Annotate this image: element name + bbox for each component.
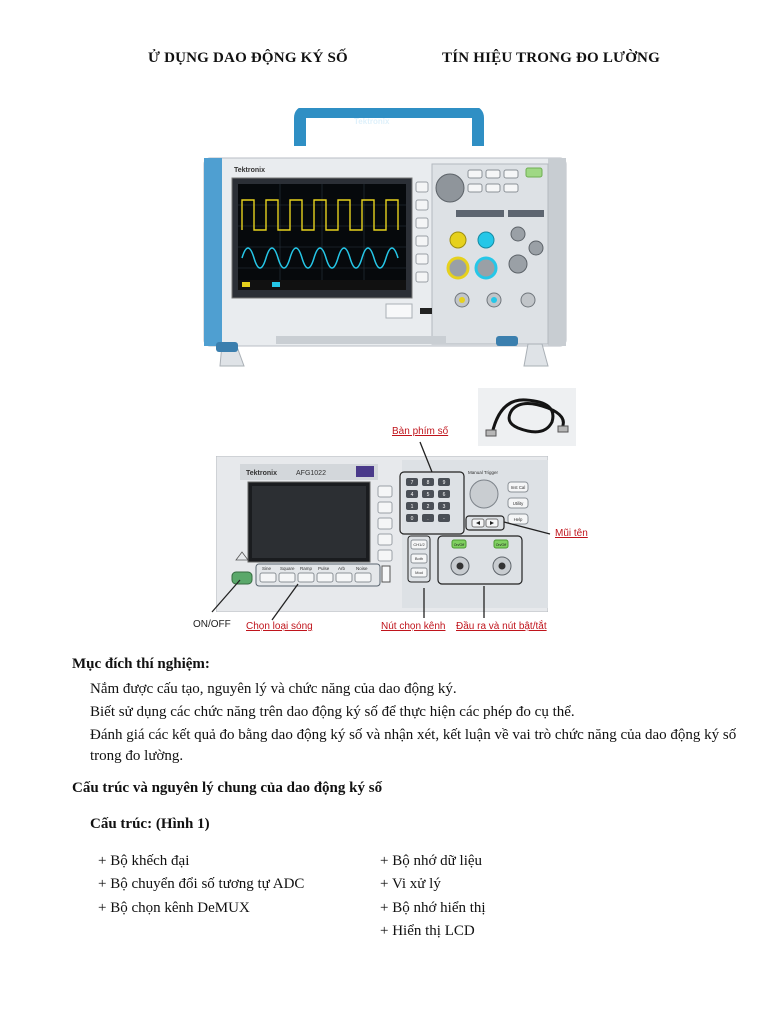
key-5: 5 xyxy=(426,492,430,498)
gen-brand: Tektronix xyxy=(246,470,277,477)
scope-brand: Tektronix xyxy=(234,167,265,174)
wave-label-sine: Sine xyxy=(262,566,272,571)
mod-label: Mod xyxy=(415,570,423,575)
purpose-item: Đánh giá các kết quả đo bằng dao động ký số và nhận xét, kết luận về vai trò chức năng của dao động ký số trong đo lường. xyxy=(90,727,737,764)
structure-heading: Cấu trúc và nguyên lý chung của dao động ký số xyxy=(72,780,383,796)
out2-onoff: On/Off xyxy=(495,543,507,547)
purpose-item: Biết sử dụng các chức năng trên dao động ký số để thực hiện các phép đo cụ thể. xyxy=(90,704,575,720)
wave-label-pulse: Pulse xyxy=(318,566,330,571)
key-4: 4 xyxy=(410,492,414,498)
structure-subheading: Cấu trúc: (Hình 1) xyxy=(90,816,210,832)
wave-label-square: Square xyxy=(280,566,295,571)
out1-onoff: On/Off xyxy=(453,543,465,547)
callout-keypad: Bàn phím số xyxy=(392,426,449,437)
both-label: Both xyxy=(414,556,424,561)
key-1: 1 xyxy=(410,504,414,510)
key-3: 3 xyxy=(442,504,446,510)
manual-trigger-label: Manual Trigger xyxy=(468,470,499,475)
callout-channel: Nút chọn kênh xyxy=(381,621,446,632)
gen-model: AFG1022 xyxy=(296,470,326,477)
structure-left-item: + Bộ chuyển đổi số tương tự ADC xyxy=(98,876,305,892)
key-0: 0 xyxy=(410,516,414,522)
wave-label-noise: Noise xyxy=(356,566,368,571)
structure-right-item: + Bộ nhớ hiển thị xyxy=(380,900,486,916)
purpose-heading: Mục đích thí nghiệm: xyxy=(72,656,210,672)
title-left: Ử DỤNG DAO ĐỘNG KÝ SỐ xyxy=(148,50,348,66)
wave-label-arb: Arb xyxy=(338,566,346,571)
callout-onoff: ON/OFF xyxy=(193,619,231,630)
key-2: 2 xyxy=(426,504,430,510)
key-7: 7 xyxy=(410,480,414,486)
help-label: Help xyxy=(513,517,523,522)
title-right: TÍN HIỆU TRONG ĐO LƯỜNG xyxy=(442,50,660,66)
key-dot: . xyxy=(427,516,429,522)
handle-brand: Tektronix xyxy=(354,117,390,126)
key-minus: - xyxy=(443,516,445,522)
purpose-item: Nắm được cấu tạo, nguyên lý và chức năng của dao động ký. xyxy=(90,681,457,697)
callout-output: Đầu ra và nút bật/tắt xyxy=(456,621,547,632)
utility-label: Utility xyxy=(512,501,524,506)
structure-right-item: + Vi xử lý xyxy=(380,876,441,892)
callout-arrows: Mũi tên xyxy=(555,528,588,539)
ch12-label: CH1/2 xyxy=(413,542,425,547)
wave-label-ramp: Ramp xyxy=(300,566,313,571)
inst-cal-label: Inst Cal xyxy=(510,485,526,490)
structure-right-item: + Bộ nhớ dữ liệu xyxy=(380,853,483,869)
key-8: 8 xyxy=(426,480,430,486)
structure-right-item: + Hiển thị LCD xyxy=(380,923,475,939)
callout-waveform: Chọn loại sóng xyxy=(246,621,313,632)
key-6: 6 xyxy=(442,492,446,498)
structure-left-item: + Bộ chọn kênh DeMUX xyxy=(98,900,250,916)
key-9: 9 xyxy=(442,480,446,486)
structure-left-item: + Bộ khếch đại xyxy=(98,853,190,869)
